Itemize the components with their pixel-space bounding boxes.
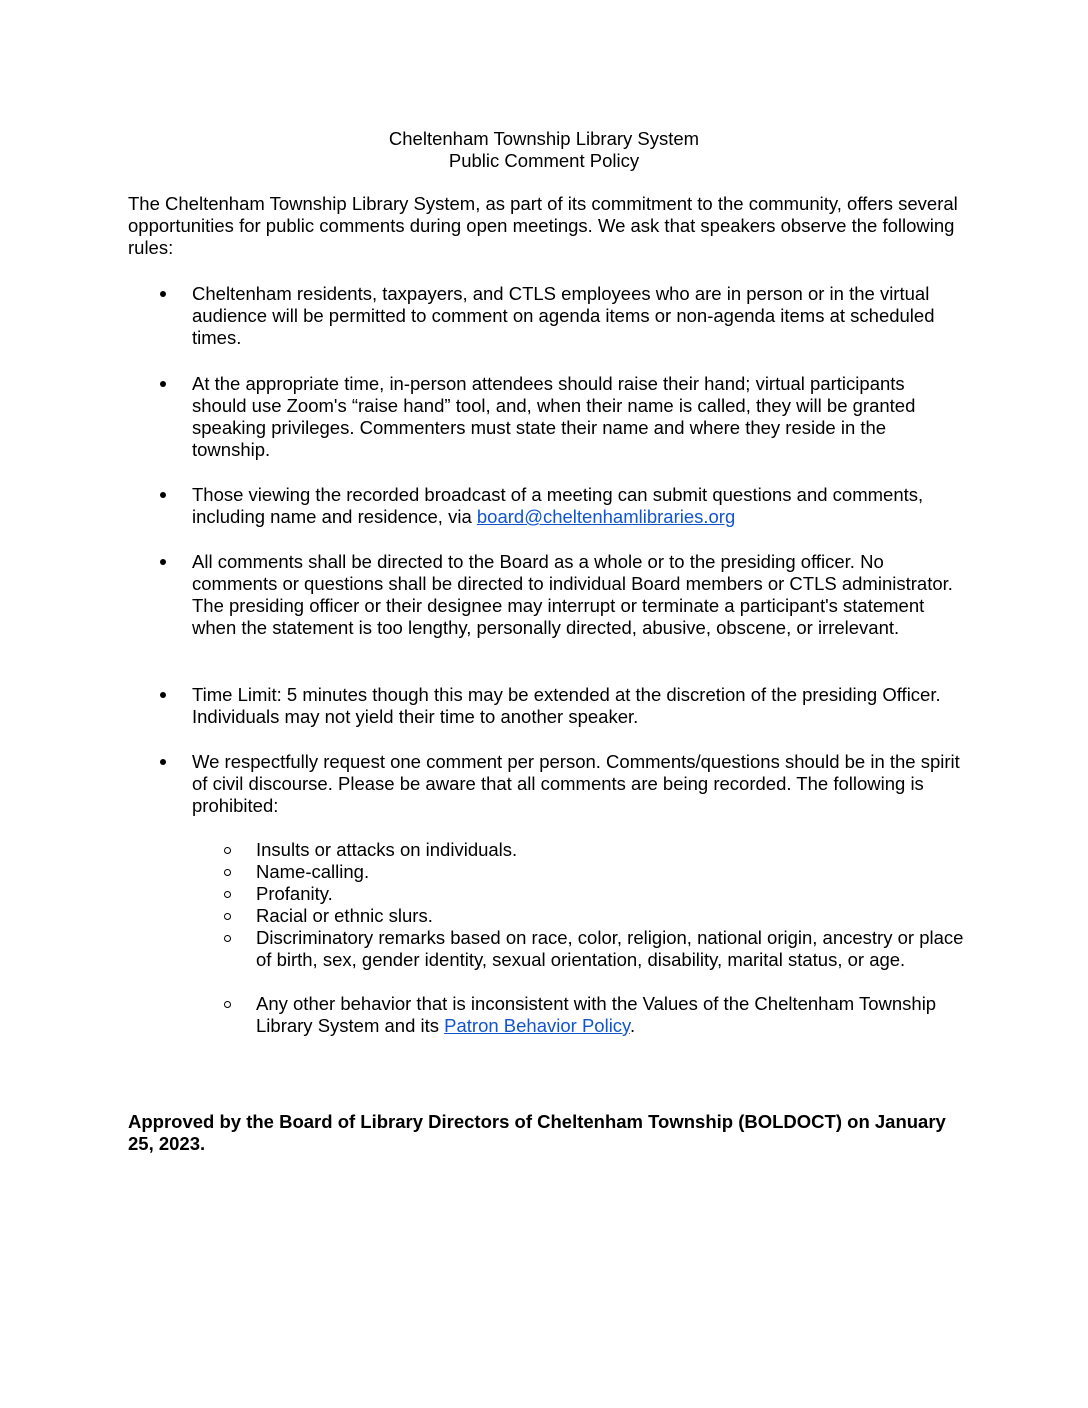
rule-text: At the appropriate time, in-person attendees should raise their hand; virtual participants should use Zoom's “raise hand” tool, and, when their name is called, they will be granted speaking privileges. Commenters must state their name and where they reside in the township. [192, 373, 916, 460]
intro-paragraph: The Cheltenham Township Library System, as part of its commitment to the community, offers several opportunities for public comments during open meetings. We ask that speakers observe the following rules: [128, 193, 958, 258]
prohibited-text: Discriminatory remarks based on race, color, religion, national origin, ancestry or place of birth, sex, gender identity, sexual orientation, disability, marital status, or age. [256, 927, 964, 970]
bullet-icon [160, 692, 166, 698]
bullet-icon [160, 381, 166, 387]
hollow-bullet-icon [224, 913, 231, 920]
rule-text: All comments shall be directed to the Board as a whole or to the presiding officer. No comments or questions shall be directed to individual Board members or CTLS administrator. The presiding officer or their designee may interrupt or terminate a participant's statement when the statement is too lengthy, personally directed, abusive, obscene, or irrelevant. [192, 551, 953, 638]
bullet-icon [160, 492, 166, 498]
board-email-link[interactable]: board@cheltenhamlibraries.org [476, 506, 736, 527]
hollow-bullet-icon [224, 1001, 231, 1008]
prohibited-text-before-link: Any other behavior that is inconsistent with the Values of the Cheltenham Township Library System and its [256, 993, 937, 1036]
bullet-icon [160, 559, 166, 565]
prohibited-text: Profanity. [256, 883, 333, 904]
rule-text: Time Limit: 5 minutes though this may be extended at the discretion of the presiding Officer. Individuals may not yield their time to another speaker. [192, 684, 941, 727]
prohibited-text: Insults or attacks on individuals. [256, 839, 518, 860]
bullet-icon [160, 759, 166, 765]
rule-text [192, 484, 962, 528]
hollow-bullet-icon [224, 847, 231, 854]
approval-statement: Approved by the Board of Library Directors of Cheltenham Township (BOLDOCT) on January 25, 2023. [128, 1111, 946, 1154]
hollow-bullet-icon [224, 869, 231, 876]
prohibited-text-after-link: . [629, 1015, 636, 1036]
hollow-bullet-icon [224, 935, 231, 942]
patron-behavior-policy-link[interactable]: Patron Behavior Policy [444, 1015, 630, 1036]
title-line-1: Cheltenham Township Library System [388, 128, 700, 149]
prohibited-text: Racial or ethnic slurs. [256, 905, 433, 926]
prohibited-text: Name-calling. [256, 861, 370, 882]
rule-text: Cheltenham residents, taxpayers, and CTLS employees who are in person or in the virtual audience will be permitted to comment on agenda items or non-agenda items at scheduled times. [192, 283, 935, 348]
hollow-bullet-icon [224, 891, 231, 898]
bullet-icon [160, 291, 166, 297]
document-title [0, 128, 1088, 172]
title-line-2: Public Comment Policy [448, 150, 640, 171]
prohibited-text [256, 993, 966, 1037]
rule-text: We respectfully request one comment per person. Comments/questions should be in the spirit of civil discourse. Please be aware that all comments are being recorded. The following is prohibited: [192, 751, 960, 816]
rule-text-before-link: Those viewing the recorded broadcast of a meeting can submit questions and comments, including name and residence, via [192, 484, 924, 527]
